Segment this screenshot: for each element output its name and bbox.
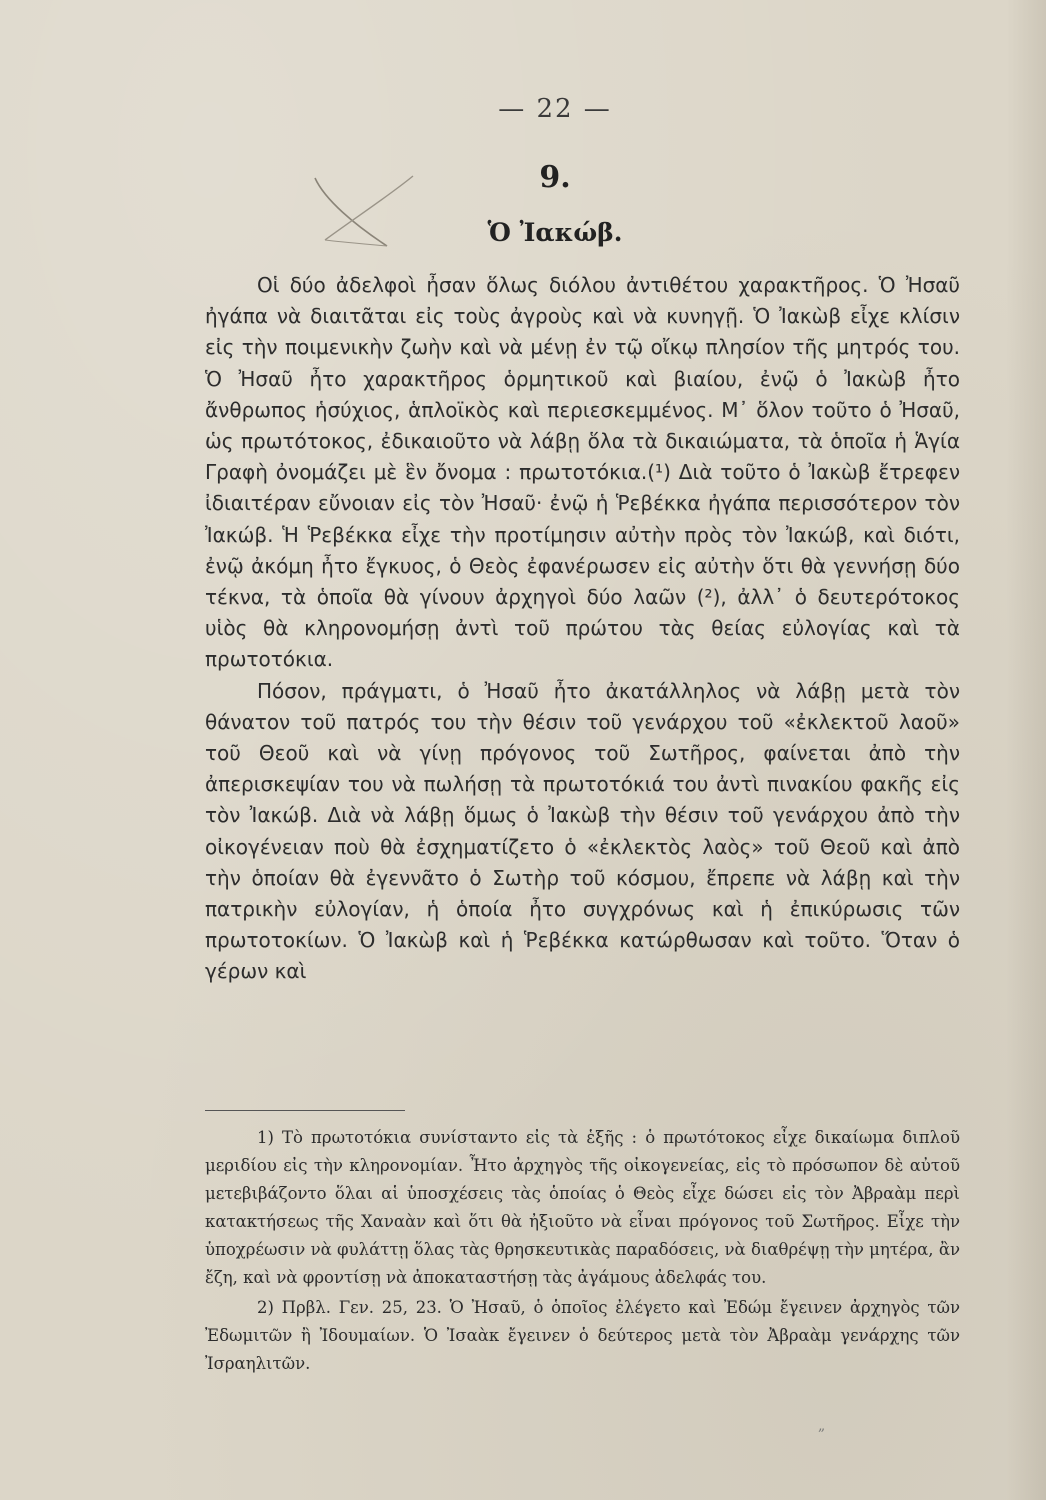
body-text [205, 270, 960, 988]
footnote-2: 2) Πρβλ. Γεν. 25, 23. Ὁ Ἠσαῦ, ὁ ὁποῖος ἐλέγετο καὶ Ἐδώμ ἔγεινεν ἀρχηγὸς τῶν Ἐδωμιτῶν ἢ Ἰδουμαίων. Ὁ Ἰσαὰκ ἔγεινεν ὁ δεύτερος μετὰ τὸν Ἀβραὰμ γενάρχης τῶν Ἰσραηλιτῶν. [205, 1298, 960, 1373]
footnotes [205, 1124, 960, 1378]
chapter-title: Ὁ Ἰακώβ. [487, 218, 623, 247]
page-edge-shadow [1006, 0, 1046, 1500]
body-paragraph: Πόσον, πράγματι, ὁ Ἠσαῦ ἦτο ἀκατάλληλος νὰ λάβῃ μετὰ τὸν θάνατον τοῦ πατρός του τὴν θέσιν τοῦ γενάρχου τοῦ «ἐκλεκτοῦ λαοῦ» τοῦ Θεοῦ καὶ νὰ γίνῃ πρόγονος τοῦ Σωτῆρος, φαίνεται ἀπὸ τὴν ἀπερισκεψίαν του νὰ πωλήσῃ τὰ πρωτοτόκιά του ἀντὶ πινακίου φακῆς εἰς τὸν Ἰακώβ. Διὰ νὰ λάβῃ ὅμως ὁ Ἰακὼβ τὴν θέσιν τοῦ γενάρχου ἀπὸ τὴν οἰκογένειαν ποὺ θὰ ἐσχηματίζετο ὁ «ἐκλεκτὸς λαὸς» τοῦ Θεοῦ καὶ ἀπὸ τὴν ὁποίαν θὰ ἐγεννᾶτο ὁ Σωτὴρ τοῦ κόσμου, ἔπρεπε νὰ λάβῃ καὶ τὴν πατρικὴν εὐλογίαν, ἡ ὁποία ἦτο συγχρόνως καὶ ἡ ἐπικύρωσις τῶν πρωτοτοκίων. Ὁ Ἰακὼβ καὶ ἡ Ῥεβέκκα κατώρθωσαν καὶ τοῦτο. Ὅταν ὁ γέρων καὶ [205, 678, 960, 984]
footnote-1: 1) Τὸ πρωτοτόκια συνίσταντο εἰς τὰ ἑξῆς : ὁ πρωτότοκος εἶχε δικαίωμα διπλοῦ μεριδίου εἰς τὴν κληρονομίαν. Ἦτο ἀρχηγὸς τῆς οἰκογενείας, εἰς τὸ πρόσωπον δὲ αὐτοῦ μετεβιβάζοντο ὅλαι αἱ ὑποσχέσεις τὰς ὁποίας ὁ Θεὸς εἶχε δώσει εἰς τὸν Ἀβραὰμ περὶ κατακτήσεως τῆς Χαναὰν καὶ ὅτι θὰ ἠξιοῦτο νὰ εἶναι πρόγονος τοῦ Σωτῆρος. Εἶχε τὴν ὑποχρέωσιν νὰ φυλάττῃ ὅλας τὰς θρησκευτικὰς παραδόσεις, νὰ διαθρέψῃ τὴν μητέρα, ἂν ἔζη, καὶ νὰ φροντίσῃ νὰ ἀποκαταστήσῃ τὰς ἀγάμους ἀδελφάς του. [205, 1128, 960, 1287]
footnote-divider [205, 1110, 405, 1111]
chapter-number: 9. [539, 160, 571, 195]
body-paragraph: Οἱ δύο ἀδελφοὶ ἦσαν ὅλως διόλου ἀντιθέτου χαρακτῆρος. Ὁ Ἠσαῦ ἠγάπα νὰ διαιτᾶται εἰς τοὺς ἀγροὺς καὶ νὰ κυνηγῇ. Ὁ Ἰακὼβ εἶχε κλίσιν εἰς τὴν ποιμενικὴν ζωὴν καὶ νὰ μένῃ ἐν τῷ οἴκῳ πλησίον τῆς μητρός του. Ὁ Ἠσαῦ ἦτο χαρακτῆρος ὁρμητικοῦ καὶ βιαίου, ἐνῷ ὁ Ἰακὼβ ἦτο ἄνθρωπος ἡσύχιος, ἁπλοϊκὸς καὶ περιεσκεμμένος. Μ᾽ ὅλον τοῦτο ὁ Ἠσαῦ, ὡς πρωτότοκος, ἐδικαιοῦτο νὰ λάβῃ ὅλα τὰ δικαιώματα, τὰ ὁποῖα ἡ Ἁγία Γραφὴ ὀνομάζει μὲ ἓν ὄνομα : πρωτοτόκια.(¹) Διὰ τοῦτο ὁ Ἰακὼβ ἔτρεφεν ἰδιαιτέραν εὔνοιαν εἰς τὸν Ἠσαῦ· ἐνῷ ἡ Ῥεβέκκα ἠγάπα περισσότερον τὸν Ἰακώβ. Ἡ Ῥεβέκκα εἶχε τὴν προτίμησιν αὐτὴν πρὸς τὸν Ἰακώβ, καὶ διότι, ἐνῷ ἀκόμη ἦτο ἔγκυος, ὁ Θεὸς ἐφανέρωσεν εἰς αὐτὴν ὅτι θὰ γεννήσῃ δύο τέκνα, τὰ ὁποῖα θὰ γίνουν ἀρχηγοὶ δύο λαῶν (²), ἀλλ᾽ ὁ δευτερότοκος υἱὸς θὰ κληρονομήσῃ ἀντὶ τοῦ πρώτου τὰς θείας εὐλογίας καὶ τὰ πρωτοτόκια. [205, 273, 960, 672]
stray-mark: „ [818, 1418, 826, 1434]
page-number: — 22 — [498, 94, 612, 124]
